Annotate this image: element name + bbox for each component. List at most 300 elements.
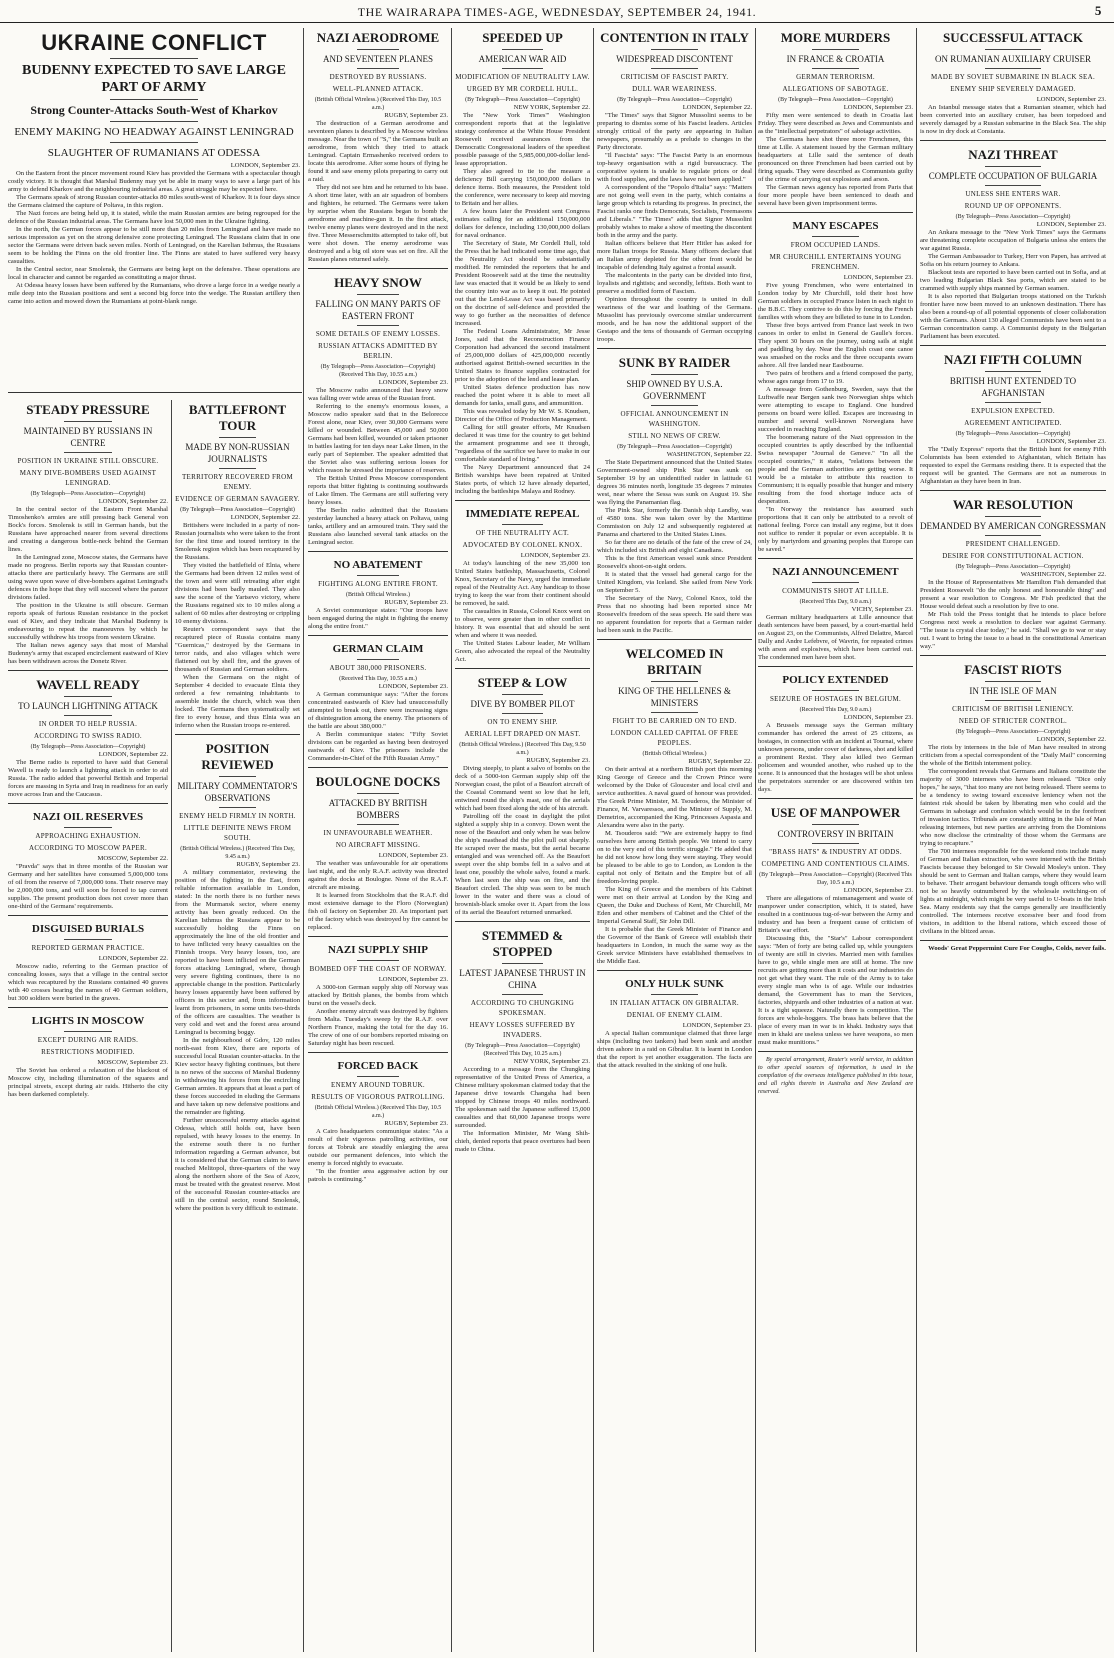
article: [920, 140, 1106, 341]
dateline: LONDON, September 23.: [378, 683, 448, 690]
paragraph: The position in the Ukraine is still obscure. German reports speak of furious Russian resistance in the pocket east of Kiev, and they indicate that Marshal Budenny is endeavouring to repeat the manoeuvres by which he successfully withdrew his troops from western Ukraine.: [8, 602, 168, 641]
article: [175, 402, 300, 730]
headline: REPORTED GERMAN PRACTICE.: [31, 944, 145, 952]
paragraph: The Navy Department announced that 24 British warships have been repaired at United States ports, of which 12 have already departed, including the battleships Malaya and Rodney.: [455, 464, 590, 495]
headline: PRESIDENT CHALLENGED.: [965, 540, 1061, 548]
headline: DULL WAR WEARINESS.: [632, 85, 717, 93]
headline: ENEMY AROUND TOBRUK.: [331, 1081, 425, 1089]
headline: FROM OCCUPIED LANDS.: [790, 241, 881, 249]
dateline: LONDON, September 23.: [682, 1022, 752, 1029]
headline: LIGHTS IN MOSCOW: [31, 1015, 145, 1027]
article: [920, 655, 1106, 936]
article-body: [597, 1022, 752, 1070]
paragraph: The Pink Star, formerly the Danish ship Landby, was of 4580 tons. She was taken over by the Maritime Commission on July 12 and subsequently registered at Panama and chartered to the United States Lines.: [597, 507, 752, 538]
paragraph: It is also reported that Bulgarian troops stationed on the Turkish frontier have now been moved to an unknown destination. There has also been a round-up of all potential opponents of closer collaboration with the Germans. About 130 alleged Communists have been sent to a German concentration camp. A Communist deputy in the Bulgarian Parliament has been executed.: [920, 293, 1106, 340]
headline: MADE BY NON-RUSSIAN JOURNALISTS: [185, 442, 290, 464]
headline: MILITARY COMMENTATOR'S OBSERVATIONS: [177, 781, 298, 803]
headline: NAZI SUPPLY SHIP: [327, 944, 429, 956]
headline: NO AIRCRAFT MISSING.: [335, 841, 421, 849]
dateline: RUGBY, September 23.: [526, 757, 590, 764]
paragraph: It is learned from Stockholm that the R.A.F. did most extensive damage to the Floro (Norwegian) fish oil factory on September 20. An important part of the factory which was destroyed by fire cannot be replaced.: [308, 892, 448, 931]
article: [308, 936, 448, 1048]
wire-credit: (British Official Wireless.) (Received This Day, 9.45 a.m.): [180, 846, 295, 860]
paragraph: The Berne radio is reported to have said that General Wavell is ready to launch a lightning attack in order to aid Russia. The radio added that powerful British and Imperial forces are massing in Syria and Iraq in readiness for an early move across Iran and the Caucasus.: [8, 759, 168, 798]
headline: FIGHT TO BE CARRIED ON TO END.: [612, 717, 737, 725]
headline-divider: [357, 793, 399, 794]
headline: IN UNFAVOURABLE WEATHER.: [323, 829, 433, 837]
headline: ACCORDING TO CHUNGKING SPOKESMAN.: [470, 999, 575, 1017]
article-body: [175, 845, 300, 1213]
paragraph: Another enemy aircraft was destroyed by fighters from Malta. Tuesday's sweep by the R.A.F. over Northern France, making the total for the day 16. The crew of one of our bombers reported missing on Saturday night has been rescued.: [308, 1008, 448, 1047]
article: [308, 635, 448, 763]
headline: ENEMY SHIP SEVERELY DAMAGED.: [950, 85, 1076, 93]
headline: ON RUMANIAN AUXILIARY CRUISER: [935, 54, 1091, 64]
article: [8, 1007, 168, 1099]
wire-credit: (British Official Wireless.): [642, 751, 707, 757]
dateline: LONDON, September 23.: [843, 714, 913, 721]
headline: ACCORDING TO SWISS RADIO.: [34, 732, 142, 740]
headline-divider: [985, 68, 1041, 69]
article: [597, 348, 752, 635]
headline: AGREEMENT ANTICIPATED.: [964, 419, 1062, 427]
headline: DEMANDED BY AMERICAN CONGRESSMAN: [920, 521, 1106, 531]
article-body: [758, 1056, 913, 1096]
headline: COMPLETE OCCUPATION OF BULGARIA: [928, 171, 1098, 181]
article-body: [920, 563, 1106, 651]
paragraph: The casualties in Russia, Colonel Knox went on to observe, were greater than in other conflict in history. It was essential that aid should be sent when and where it was needed.: [455, 608, 590, 639]
headline: RESTRICTIONS MODIFIED.: [41, 1048, 135, 1056]
dateline: LONDON, September 22.: [98, 751, 168, 758]
paragraph: The British United Press Moscow correspondent reports that bitter fighting is continuing southwards of Lake Ilmen. The Germans are still suffering very heavy losses.: [308, 475, 448, 506]
paragraph: In the Central sector, near Smolensk, the Germans are being kept on the defensive. These operations are local in character and cannot be regarded as constituting a major thrust.: [8, 266, 300, 281]
headline-divider: [64, 1031, 112, 1032]
column-rule: [171, 400, 172, 1652]
headline: ADVOCATED BY COLONEL KNOX.: [462, 541, 583, 549]
article: [8, 402, 168, 666]
article: [758, 558, 913, 662]
article: [758, 666, 913, 794]
article: [455, 668, 590, 917]
wire-credit: (By Telegraph—Press Association—Copyright) (Received This Day, 10.25 a.m.): [465, 1043, 580, 1057]
paragraph: German military headquarters at Lille announce that death sentences have been passed, by a court-martial held on August 23, on the Communists, Alfred Delattre, Marcel Dally and Andre Lefebvre, of Wavrin, for repeated crimes with arson and explosives, which have been carried out. The condemned men have been shot.: [758, 614, 913, 661]
article: [758, 798, 913, 1047]
paragraph: These five boys arrived from France last week in two canoes in order to enlist in General de Gaulle's forces. They spent 30 hours on the journey, using sails at night and paddling by day. Near the English coast one canoe was smashed on the rocks and the three occupants swam ashore. All five landed near Eastbourne.: [758, 322, 913, 369]
headline-divider: [219, 776, 257, 777]
headline: IN ITALIAN ATTACK ON GIBRALTAR.: [610, 999, 739, 1007]
dateline: NEW YORK, September 23.: [513, 1058, 590, 1065]
article: [597, 970, 752, 1070]
headline-divider: [651, 712, 698, 713]
headline: MR CHURCHILL ENTERTAINS YOUNG FRENCHMEN.: [769, 253, 902, 271]
headline: IN ORDER TO HELP RUSSIA.: [38, 720, 138, 728]
headline: STEMMED & STOPPED: [481, 928, 564, 959]
paragraph: According to a message from the Chungking representative of the United Press of America, a Chinese military spokesman claimed today that the Japanese drive towards Changsha had been stopped by Chinese troops 40 miles northward. The spokesman said the Japanese suffered 15,000 casualties and that 60,000 Japanese troops were surrounded.: [455, 1066, 590, 1129]
wire-credit: (By Telegraph—Press Association—Copyright): [180, 507, 295, 513]
article-body: [308, 1104, 448, 1184]
paragraph: It is stated that the vessel had general cargo for the United Kingdom, via Iceland. She sailed from New York on September 5.: [597, 571, 752, 594]
article: [455, 921, 590, 1154]
headline: UNLESS SHE ENTERS WAR.: [965, 190, 1061, 198]
paragraph: A 3000-ton German supply ship off Norway was attacked by British planes, the bombs from which burst on the vessel's deck.: [308, 984, 448, 1007]
column-5: [455, 28, 590, 1652]
headline: USE OF MANPOWER: [770, 805, 901, 820]
column-4: [308, 28, 448, 1652]
paragraph: The destruction of a German aerodrome and seventeen planes is described by a Moscow wireless message. Near the town of "S," the Germans built an aerodrome, from which they tried to attack Leningrad. Captain Ermashenko received orders to locate this aerodrome. After some hours of flying he found it and saw enemy pilots preparing to carry out a raid.: [308, 120, 448, 183]
headline: UKRAINE CONFLICT: [41, 30, 267, 55]
article-body: [758, 598, 913, 662]
headline: SHIP OWNED BY U.S.A. GOVERNMENT: [626, 379, 723, 401]
article-body: [308, 363, 448, 547]
headline: TERRITORY RECOVERED FROM ENEMY.: [181, 473, 294, 491]
dateline: LONDON, September 23.: [843, 887, 913, 894]
headline: HEAVY SNOW: [334, 275, 422, 290]
dateline: LONDON, September 23.: [230, 162, 300, 169]
masthead-title: THE WAIRARAPA TIMES-AGE, WEDNESDAY, SEPTEMBER 24, 1941.: [357, 5, 757, 19]
headline: OFFICIAL ANNOUNCEMENT IN WASHINGTON.: [620, 410, 729, 428]
dateline: LONDON, September 22.: [98, 955, 168, 962]
headline: LONDON CALLED CAPITAL OF FREE PEOPLES.: [610, 729, 739, 747]
paragraph: They visited the battlefield of Elnia, where the Germans had been driven 12 miles west of the town and were still retreating after eight divisions had been badly mauled. They also saw the scene of the Yartsevo victory, where the Russians regained six to 10 miles along a salient of 60 miles after destroying or crippling 10 enemy divisions.: [175, 562, 300, 625]
paragraph: "Pravda" says that in three months of the Russian war Germany and her satellites have consumed 5,000,000 tons of oil from the reserve of 7,000,000 tons. Their reserve may be 2,000,000 tons, and will soon be forced to tap current supplies. The present production does not cover more than one-third of the Germans' requirements.: [8, 863, 168, 910]
paragraph: A Soviet communique states: "Our troops have been engaged during the night in fighting the enemy along the entire front.": [308, 607, 448, 630]
paragraph: An Ankara message to the "New York Times" says the Germans are threatening complete occupation of Bulgaria unless she enters the war against Russia.: [920, 229, 1106, 252]
article-body: [8, 743, 168, 799]
article-body: [308, 976, 448, 1048]
dateline: RUGBY, September 23.: [384, 599, 448, 606]
paragraph: In the House of Representatives Mr Hamilton Fish demanded that President Roosevelt "do the only honest and honourable thing" and present a war resolution to Congress. Mr Fish predicted that the House would defeat such a resolution by five to one.: [920, 579, 1106, 610]
paragraph: The malcontents in the party can be divided into first, loyalists and rightists; and secondly, leftists. Both want to preserve a modified form of Fascism.: [597, 272, 752, 295]
paragraph: Diving steeply, to plant a salvo of bombs on the deck of a 5000-ton German supply ship off the Norwegian coast, the pilot of a Beaufort aircraft of the Coastal Command went so low that he left, entwined round the ship's mast, one of the aerials which had been fixed along the side of his aircraft.: [455, 765, 590, 812]
paragraph: There are allegations of mismanagement and waste of manpower under conscription, which, it is stated, have resulted in a continuous tug-of-war between the Army and industry and has been a frequent cause of criticism of Britain's war effort.: [758, 895, 913, 934]
headline-divider: [502, 694, 543, 695]
headline: SOME DETAILS OF ENEMY LOSSES.: [315, 330, 441, 338]
article: [308, 551, 448, 631]
article-body: [758, 96, 913, 208]
headline-divider: [651, 374, 698, 375]
paragraph: The "Daily Express" reports that the British hunt for enemy Fifth Columnists has been extended to Afghanistan, which Britain has requested to expel the Germans residing there. It is expected that the request will be granted. The Germans are not as numerous in Afghanistan as they have been in Iran.: [920, 446, 1106, 485]
headline: STILL NO NEWS OF CREW.: [628, 432, 721, 440]
dateline: RUGBY, September 23.: [384, 1120, 448, 1127]
article: [455, 500, 590, 664]
paragraph: "Il Fascista" says: "The Fascist Party is an enormous top-heavy organisation with a rigid bureaucracy. The corporative system is unable to regulate prices or deal with food supplies, and the laws have not been applied.": [597, 152, 752, 183]
headline: FIGHTING ALONG ENTIRE FRONT.: [318, 580, 438, 588]
headline: AMERICAN WAR AID: [478, 54, 567, 64]
headline: EVIDENCE OF GERMAN SAVAGERY.: [175, 495, 300, 503]
dateline: VICHY, September 23.: [851, 606, 913, 613]
article: [308, 767, 448, 932]
column-rule: [916, 28, 917, 1652]
headline: IN FRANCE & CROATIA: [786, 54, 885, 64]
dateline: LONDON, September 23.: [843, 104, 913, 111]
headline: POSITION REVIEWED: [201, 741, 274, 772]
paragraph: The King of Greece and the members of his Cabinet were met on their arrival at London by the King and Queen, the Duke and Duchess of Kent, Mr Churchill, Mr Eden and other members of Cabinet and the Chief of the Imperial General Staff, Sir John Dill.: [597, 886, 752, 925]
headline: BATTLEFRONT TOUR: [188, 402, 287, 433]
section-rule: [8, 392, 302, 393]
headline: SPEEDED UP: [482, 30, 563, 45]
paragraph: The Italian news agency says that most of Marshal Budenny's army that escaped encirclement eastward of Kiev has been withdrawn across the Donetz River.: [8, 642, 168, 665]
headline-divider: [985, 700, 1041, 701]
paragraph: The correspondent reveals that Germans and Italians constitute the majority of 3000 internees who have been released. "Dice only hopes," he says, "that too many are not being released. There seems to be a tendency to swing toward excessive leniency when not the faintest risk should be taken by liberating men who could aid the Germans in sabotage and confusion which would be in the forefront of invasion tactics. Tribunals are constantly sitting in the Isle of Man releasing internees, but new parties are arriving from the Dominions who now disclose the criminality of those whom the Germans are trying to recapture.": [920, 768, 1106, 847]
article: [920, 490, 1106, 651]
dateline: LONDON, September 22.: [230, 514, 300, 521]
headline: APPROACHING EXHAUSTION.: [35, 832, 141, 840]
paragraph: Moscow radio, referring to the German practice of concealing losses, says that a village in the central sector which was recaptured by the Russians contained 40 graves with 40 crosses bearing the names of 40 German soldiers, but 300 soldiers were buried in the graves.: [8, 963, 168, 1002]
dateline: MOSCOW, September 23.: [97, 1059, 168, 1066]
page-number: 5: [1094, 3, 1102, 18]
headline-divider: [110, 58, 198, 59]
article-body: [455, 741, 590, 917]
headline-divider: [64, 715, 112, 716]
headline-divider: [812, 582, 859, 583]
headline: CRITICISM OF BRITISH LENIENCY.: [952, 705, 1074, 713]
article-body: [455, 552, 590, 664]
headline-divider: [812, 68, 859, 69]
dateline: LONDON, September 23.: [1036, 221, 1106, 228]
headline: KING OF THE HELLENES & MINISTERS: [618, 686, 731, 708]
headline: NAZI AERODROME: [316, 30, 440, 45]
article: [175, 734, 300, 1213]
headline: WELL-PLANNED ATTACK.: [332, 85, 424, 93]
wire-credit: (By Telegraph—Press Association—Copyright): [617, 97, 732, 103]
headline: MANY ESCAPES: [792, 220, 879, 232]
paragraph: They did not see him and he returned to his base. A short time later, with an air squadron of bombers and fighters, he returned. The Germans were taken by surprise when the Russians began to bomb the aerodrome and machine-gun it. In the first attack, twelve enemy planes were destroyed and in the next five. Three Messerschmitts attempted to take off, but were shot down. The enemy aerodrome was destroyed and a big oil store was set on fire. All the Russian planes returned safely.: [308, 184, 448, 263]
headline-divider: [357, 325, 399, 326]
wire-credit: (By Telegraph—Press Association—Copyright): [30, 491, 146, 497]
headline-divider: [651, 994, 698, 995]
headline-divider: [219, 807, 257, 808]
headline: SUCCESSFUL ATTACK: [942, 30, 1084, 45]
article-body: [308, 852, 448, 932]
wire-credit: (By Telegraph—Press Association—Copyright) (Received This Day, 10.5 a.m.): [759, 872, 912, 886]
paragraph: "The Times" says that Signor Mussolini seems to be preparing to dismiss some of his Fascist leaders. Articles strongly critical of the party are appearing in Italian newspapers, presumably as a prelude to changes in the Party directorate.: [597, 112, 752, 151]
paragraph: The Secretary of the Navy, Colonel Knox, told the Press that no shooting had been reported since Mr Roosevelt's freedom of the seas speech. He said there was no apparent foundation for reports that a German raider had been sunk in the Pacific.: [597, 595, 752, 634]
wire-credit: (British Official Wireless.) (Received This Day, 10.5 a.m.): [314, 97, 442, 111]
article: [8, 30, 300, 306]
article-body: [8, 162, 300, 306]
headline: POLICY EXTENDED: [782, 674, 889, 686]
headline-divider: [985, 185, 1041, 186]
headline: FORCED BACK: [337, 1060, 419, 1072]
headline-divider: [502, 963, 543, 964]
wire-credit: (By Telegraph—Press Association—Copyright): [955, 431, 1071, 437]
paragraph: The Nazi forces are being held up, it is stated, while the main Russian armies are being regrouped for the defence of the Russian industrial areas. The Germans have lost 50,000 men in the Ukraine fighting.: [8, 210, 300, 225]
paragraph: At Odessa heavy losses have been suffered by the Rumanians, who drove a large force in a wedge nearly a mile deep into the Russian positions and sent a second big force into the wedge. The Russian artillery then came into action and mowed down the Rumanians at point-blank range.: [8, 282, 300, 305]
paragraph: The Secretary of State, Mr Cordell Hull, told the Press that he had indicated some time ago, that the Neutrality Act should be substantially modified. He reminded the reporters that he and President Roosevelt said at the time the neutrality law was enacted that it would be as likely to send the country into war as to keep it out. He pointed out that the Lend-Lease Act was based primarily on the doctrine of self-defence and provided the way to go further as the necessities of defence increased.: [455, 240, 590, 327]
paragraph: Britishers were included in a party of non-Russian journalists who were taken to the front for the first time and toured territory in the Smolensk region which has been recaptured by the Russians.: [175, 522, 300, 561]
paragraph: In the neighbourhood of Gdov, 120 miles north-east from Kiev, there are reports of successful local Russian counter-attacks. In the Kiev sector heavy fighting continues, but there is no news of the success of Marshal Budenny in withdrawing his forces from the encircling German armies. It appears that at least a part of these forces succeeded in eluding the Germans and have taken up new defensive positions and the remainder are fighting.: [175, 1037, 300, 1116]
paragraph: When the Germans on the night of September 4 decided to evacuate Elnia they ordered a few remaining inhabitants to assemble inside the church, which was then locked. The Germans then systematically set fire to every house, and thus Elnia was an inferno when the Russian troops re-entered.: [175, 674, 300, 729]
headline: BUDENNY EXPECTED TO SAVE LARGE PART OF ARMY: [22, 63, 286, 95]
headline-divider: [219, 468, 257, 469]
headline: LITTLE DEFINITE NEWS FROM SOUTH.: [183, 824, 292, 842]
headline-divider: [812, 824, 859, 825]
article: [8, 803, 168, 911]
headline: DENIAL OF ENEMY CLAIM.: [626, 1011, 723, 1019]
dateline: LONDON, September 23.: [1036, 438, 1106, 445]
headline: NAZI ANNOUNCEMENT: [772, 566, 899, 578]
article: [8, 670, 168, 799]
headline: ACCORDING TO MOSCOW PAPER.: [28, 844, 147, 852]
article-body: [758, 706, 913, 794]
headline: WAVELL READY: [36, 677, 140, 692]
headline: POSITION IN UKRAINE STILL OBSCURE.: [17, 457, 159, 465]
article: [455, 30, 590, 496]
article-body: [308, 96, 448, 264]
headline: MORE MURDERS: [780, 30, 891, 45]
headline-divider: [357, 294, 399, 295]
paragraph: Italian officers believe that Herr Hitler has asked for more Italian troops for Russia. Many officers declare that an Italian army depleted for the other front would be incapable of defending Italy against a frontal assault.: [597, 240, 752, 271]
paragraph: It is probable that the Greek Minister of Finance and the Governor of the Bank of Greece will establish their headquarters in London, in much the same way as the Greek service Ministers have established themselves in the Middle East.: [597, 926, 752, 965]
paragraph: The "New York Times'" Washington correspondent reports that at the legislative strategy conference at the White House President Roosevelt received assurances from the Democratic Congressional leaders of the speediest possible passage of the 5,985,000,000-dollar lend-lease appropriation.: [455, 112, 590, 167]
column-rule: [755, 28, 756, 1652]
dateline: RUGBY, September 23.: [236, 861, 300, 868]
footnote: By special arrangement, Reuter's world service, in addition to other special sources of information, is used in the compilation of the overseas intelligence published in this issue, and all rights therein in Australia and New Zealand are reserved.: [758, 1057, 913, 1095]
paragraph: The 700 internees responsible for the weekend riots include many of German and Italian extraction, who were interned with the British Fascists because they belonged to Sir Oswald Mosley's union. They should be sent to German and Italian camps, where they would learn to behave. Their arrogant behaviour demands tough officers who will not be so heavily outnumbered by the wholesale switching-on of lights at midnight, which might be very useful to U-boats in the Irish Sea. Many residents say that the camps generally are insufficiently controlled. The internees receive excessive beer and food from visitors, in addition to the liberal rations, which exceed those of civilians in the blitzed areas.: [920, 848, 1106, 935]
headline: MODIFICATION OF NEUTRALITY LAW.: [455, 73, 590, 81]
dateline: RUGBY, September 23.: [384, 112, 448, 119]
article-body: [455, 96, 590, 496]
article: [758, 212, 913, 554]
article-body: [920, 945, 1106, 953]
paragraph: A Brussels message says the German military commander has ordered the arrest of 25 citizens, as hostages, in connection with an incident at Tournai, where unknown persons, under cover of darkness, shot and killed a prominent Rexist. They also killed two German policemen and wounded another, who rushed up to the scene. It is announced that the hostages will be shot unless the perpetrators surrender or are discovered within ten days.: [758, 722, 913, 793]
headline: SEIZURE OF HOSTAGES IN BELGIUM.: [769, 695, 902, 703]
paragraph: Referring to the enemy's enormous losses, a Moscow radio speaker said that in the Belorecce Forest alone, near Kiev, over 30,000 Germans were killed or wounded. Between 45,000 and 50,000 Germans had been killed, wounded or taken prisoner in battles lasting for ten days near Lake Ilmen, in the early part of September. The speaker admitted that the Soviet also was suffering serious losses for which reason he stressed the importance of reserves.: [308, 403, 448, 474]
headline-divider: [64, 939, 112, 940]
headline-divider: [64, 452, 112, 453]
paragraph: Blackout tests are reported to have been carried out in Sofia, and at two leading Bulgarian Black Sea ports, which are stated to be crammed with supply ships manned by German seamen.: [920, 269, 1106, 292]
wire-credit: (British Official Wireless.): [345, 592, 411, 598]
column-2: [8, 400, 168, 1652]
article: [8, 915, 168, 1003]
headline-divider: [502, 713, 543, 714]
headline-divider: [357, 659, 399, 660]
paragraph: The weather was unfavourable for air operations last night, and the only R.A.F. activity was directed against the docks at Boulogne. None of the R.A.F. aircraft are missing.: [308, 860, 448, 891]
headline-divider: [812, 49, 859, 50]
headline: ALLEGATIONS OF SABOTAGE.: [782, 85, 889, 93]
headline: GERMAN CLAIM: [332, 643, 424, 655]
paragraph: So far there are no details of the fate of the crew of 24, which included six British and eight Canadians.: [597, 539, 752, 554]
headline: RESULTS OF VIGOROUS PATROLLING.: [311, 1093, 445, 1101]
paragraph: "In Norway the resistance has assumed such proportions that it can only be attributed to a revolt of national feeling. Force can install any regime, but it does not suffice to render it popular or even acceptable. It is only by martyrdom and groaning peoples that Europe can be saved.": [758, 506, 913, 553]
paragraph: They also agreed to tie to the measure a deficiency Bill carrying 150,000,000 dollars in defence items. Both measures, the President told the conference, were necessary to keep aid moving to Britain and her allies.: [455, 168, 590, 207]
headline-divider: [64, 421, 112, 422]
paragraph: An Istanbul message states that a Rumanian steamer, which had been converted into an auxiliary cruiser, has been torpedoed and severely damaged by a Russian submarine in the Black Sea. The ship is now in dry dock at Constanta.: [920, 104, 1106, 135]
article-body: [175, 506, 300, 730]
article-body: [758, 274, 913, 554]
paragraph: On their arrival at a northern British port this morning King George of Greece and the Crown Prince were welcomed by the Duke of Gloucester and local civil and service authorities. A naval guard of honour was provided. The Greek Prime Minister, M. Tsouderos, the Minister of Finance, M. Varvaressos, and the Minister of Supply, M. Demetrios, accompanied the King. Princesses Aspasia and Alexandra were also in the party.: [597, 766, 752, 829]
paragraph: "In the frontier area aggressive action by our patrols is continuing.": [308, 1168, 448, 1183]
paragraph: A few hours later the President sent Congress estimates calling for an additional 150,000,000 dollars for defence, including 130,000,000 dollars for naval ordnance.: [455, 208, 590, 239]
headline: IN THE ISLE OF MAN: [969, 686, 1057, 696]
wire-credit: (By Telegraph—Press Association—Copyright) (Received This Day, 10.55 a.m.): [320, 364, 436, 378]
dateline: LONDON, September 23.: [843, 274, 913, 281]
paragraph: Discussing this, the "Star's" Labour correspondent says: "Men of forty are being called up, while youngsters of twenty are still in civvies. Married men with families have to go, while single men are still at home. The raw recruits are getting more than it costs and our industries do not get what they want. The rule of the Army is to take every single man who is of age. While our industries demand, the Government has to man the Services, factories, shipyards and other industries of a nation at war. It is a tight squeeze. Naturally there is competition. The forces are whole-hoggers. The brass hats believe that the place of every man in war is in khaki. Industry says that men in khaki are useless unless we have weapons, so men must make munitions.": [758, 935, 913, 1046]
dateline: WASHINGTON, September 22.: [1020, 571, 1106, 578]
paragraph: Five young Frenchmen, who were entertained in London today by Mr Churchill, told their host how German soldiers in occupied France listen in each night to the B.B.C. They contrive to do this by forcing the French families with whom they are billeted to tune in to London.: [758, 282, 913, 321]
headline: OF THE NEUTRALITY ACT.: [475, 529, 570, 537]
headline: CRITICISM OF FASCIST PARTY.: [620, 73, 729, 81]
headline-divider: [219, 437, 257, 438]
dateline: LONDON, September 23.: [378, 852, 448, 859]
paragraph: Fifty men were sentenced to death in Croatia last Friday. They were described as Jews and Communists and as the "intellectual perpetrators" of sabotage activities.: [758, 112, 913, 135]
headline: FALLING ON MANY PARTS OF EASTERN FRONT: [315, 299, 441, 321]
article-body: [8, 855, 168, 911]
paragraph: The Information Minister, Mr Wang Shih-chieh, denied reports that peace overtures had been made to China.: [455, 1130, 590, 1153]
headline: IMMEDIATE REPEAL: [465, 508, 580, 520]
column-1: [8, 28, 300, 383]
headline: SLAUGHTER OF RUMANIANS AT ODESSA: [47, 147, 261, 159]
wire-credit: (Received This Day, 9.0 a.m.): [799, 599, 872, 605]
headline: FASCIST RIOTS: [964, 662, 1062, 677]
dateline: LONDON, September 22.: [98, 498, 168, 505]
headline: URGED BY MR CORDELL HULL.: [466, 85, 579, 93]
wire-credit: (By Telegraph—Press Association—Copyright): [617, 444, 732, 450]
headline-divider: [110, 99, 198, 100]
dateline: WASHINGTON, September 22.: [666, 451, 752, 458]
paragraph: Further unsuccessful enemy attacks against Odessa, which still holds out, have been repulsed, with heavy losses to the enemy. In the extreme south there is no further information regarding a German advance, but it is considered that the German claim to have reached Melitopol, three-quarters of the way along the northern shore of the Sea of Azov, must be treated with the greatest reserve. Most of the successful Russian counter-attacks are still in the central sector, round Smolensk, where the position is very difficult to estimate.: [175, 1117, 300, 1212]
paragraph: A Cairo headquarters communique states: "As a result of their vigorous patrolling activities, our forces at Tobruk are steadily enlarging the area outside our permanent defences, into which the enemy is forced nightly to evacuate.: [308, 1128, 448, 1167]
dateline: MOSCOW, September 22.: [97, 855, 168, 862]
paragraph: The Berlin radio admitted that the Russians yesterday launched a heavy attack on Poltava, using tanks, artillery and an armoured train. They said the Russians also launched several tank attacks on the Leningrad sector.: [308, 507, 448, 546]
column-7: [758, 28, 913, 1652]
headline: ON TO ENEMY SHIP.: [487, 718, 558, 726]
paragraph: The Federal Loans Administrator, Mr Jesse Jones, said that the Reconstruction Finance Corporation had advanced the second instalment of 25,000,000 dollars of 425,000,000 recently authorised against British-owned securities in the United States to finance supplies contracted for prior to the adoption of the lend and lease plan.: [455, 328, 590, 383]
paragraph: Opinion throughout the country is united in dull weariness of the war and loathing of the Germans. Mussolini has previously overcome similar undercurrent moods, and he has now the additional support of the Gestapo and the tens of thousands of German occupying troops.: [597, 296, 752, 343]
wire-credit: (By Telegraph—Press Association—Copyright): [955, 729, 1071, 735]
headline-divider: [985, 371, 1041, 372]
headline: AND SEVENTEEN PLANES: [323, 54, 433, 64]
headline: LATEST JAPANESE THRUST IN CHINA: [459, 968, 586, 990]
wire-credit: (By Telegraph—Press Association—Copyright): [955, 214, 1071, 220]
headline-divider: [357, 824, 399, 825]
article: [597, 639, 752, 966]
paragraph: Mr Fish told the Press tonight that he intends to place before Congress next week a resolution to declare war against Germany. "The issue is crystal clear today," he said. "Shall we go to war or stay out. I want to bring the issue to a head in the constitutional American way.": [920, 611, 1106, 650]
headline: WIDESPREAD DISCONTENT: [616, 54, 733, 64]
paragraph: A German communique says: "After the forces concentrated eastwards of Kiev had unsuccessfully attempted to break out, there were increasing signs of disintegration among the enemy. The prisoners of the battle are about 380,000.": [308, 691, 448, 730]
headline: BRITISH HUNT EXTENDED TO AFGHANISTAN: [949, 376, 1077, 398]
column-rule: [451, 28, 452, 1652]
article: [920, 30, 1106, 136]
article-body: [455, 1042, 590, 1154]
headline-divider: [64, 696, 112, 697]
headline-divider: [985, 535, 1041, 536]
headline: WAR RESOLUTION: [952, 497, 1074, 512]
headline: TO LAUNCH LIGHTNING ATTACK: [18, 701, 158, 711]
headline-divider: [110, 121, 198, 122]
headline: ATTACKED BY BRITISH BOMBERS: [328, 798, 428, 820]
paragraph: This is the first American vessel sunk since President Roosevelt's shoot-on-sight orders.: [597, 555, 752, 570]
paragraph: At today's launching of the new 35,000 ton United States battleship, Massachusetts, Colonel Knox, Secretary of the Navy, urged the immediate repeal of the Neutrality Act. Any handicap to those trying to keep the war from their continent should be removed, he said.: [455, 560, 590, 607]
headline-divider: [985, 166, 1041, 167]
headline-divider: [357, 575, 399, 576]
headline-divider: [357, 1076, 399, 1077]
paragraph: A message from Gothenburg, Sweden, says that the Luftwaffe near Bergen sank two Norwegian ships which were attempting to escape to England. One hundred persons on board were killed. Escapes are increasing in number and several well-known Norwegians have succeeded in reaching England.: [758, 386, 913, 433]
headline-divider: [502, 524, 543, 525]
column-3: [175, 400, 300, 1652]
headline: ABOUT 380,000 PRISONERS.: [329, 664, 427, 672]
headline: CONTROVERSY IN BRITAIN: [777, 829, 894, 839]
headline-divider: [502, 994, 543, 995]
paragraph: A military commentator, reviewing the position of the fighting in the East, from reliable information available in London, stated: In the north there is no further news from the Murmansk sector, where enemy activity has been greatly reduced. On the Karelian Isthmus the Russians appear to be successfully holding the Finns on approximately the line of the old frontier and to have inflicted very heavy casualties on the Finnish troops. Very heavy losses, too, are reported to have been inflicted on the German forces attacking Leningrad, where, though very severe fighting continues, there is no appreciable change in the position. Particularly heavy losses apparently have been suffered by officers in this sector and, from information learnt from prisoners, in some units two-thirds of the officers are casualties. The weather is very cold and wet and the forest area around Leningrad is becoming boggy.: [175, 869, 300, 1036]
headline-divider: [812, 236, 859, 237]
article-body: [920, 213, 1106, 341]
article: [758, 30, 913, 208]
paragraph: United States defence production has now reached the point where it is able to meet all demands for tanks, small guns, and ammunition.: [455, 384, 590, 407]
wire-credit: (Received This Day, 10.55 a.m.): [339, 676, 417, 682]
paragraph: M. Tsouderos said: "We are extremely happy to find ourselves here among British people. We intend to carry on to the very end of this terrific struggle." He added that he did not know how long they were staying. They would be pleased to be able to go to London, as London is the capital not only of Britain and the Empire but of all freedom-loving people.: [597, 830, 752, 885]
column-rule: [593, 28, 594, 1652]
paragraph: In the central sector of the Eastern Front Marshal Timoshenko's armies are still pressing back General von Bock's forces. Smolensk is still in German hands, but the Russians have approached nearer from several directions and creating a dangerous bottle-neck behind the German lines.: [8, 506, 168, 553]
